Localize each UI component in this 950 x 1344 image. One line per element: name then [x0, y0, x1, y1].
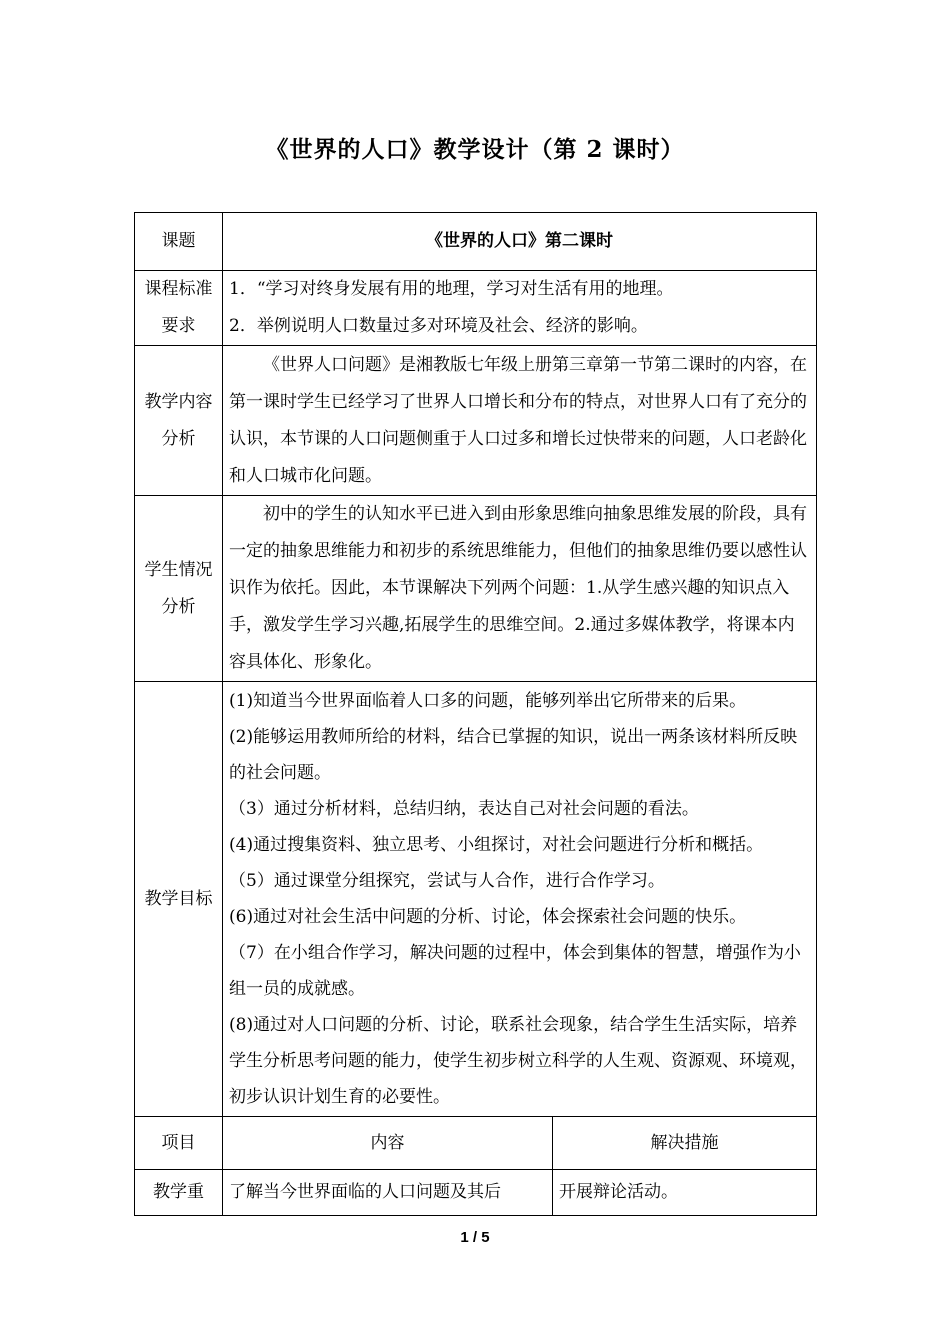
row-topic — [135, 213, 817, 271]
page-number: 1 / 5 — [460, 1229, 490, 1246]
standard-item: 1．“学习对终身发展有用的地理，学习对生活有用的地理。 — [229, 279, 674, 299]
objectives-cell — [223, 682, 817, 1117]
objective-item: (8)通过对人口问题的分析、讨论，联系社会现象，结合学生生活实际，培养学生分析思考问题的能力，使学生初步树立科学的人生观、资源观、环境观，初步认识计划生育的必要性。 — [229, 1015, 807, 1107]
key-content: 了解当今世界面临的人口问题及其后 — [223, 1170, 553, 1216]
objective-item: (2)能够运用教师所给的材料，结合已掌握的知识，说出一两条该材料所反映的社会问题。 — [229, 727, 798, 783]
standard-item: 2．举例说明人口数量过多对环境及社会、经济的影响。 — [229, 316, 648, 336]
label-student-analysis: 学生情况分析 — [135, 496, 223, 682]
key-item: 教学重 — [135, 1170, 223, 1216]
standards-cell — [223, 271, 817, 346]
objective-item: （5）通过课堂分组探究，尝试与人合作，进行合作学习。 — [229, 871, 665, 891]
content-analysis-text: 《世界人口问题》是湘教版七年级上册第三章第一节第二课时的内容，在第一课时学生已经学习了世界人口增长和分布的特点，对世界人口有了充分的认识，本节课的人口问题侧重于人口过多和增长过快带来的问题，人口老龄化和人口城市化问题。 — [223, 346, 817, 496]
row-student-analysis — [135, 496, 817, 682]
label-standards: 课程标准要求 — [135, 271, 223, 346]
row-objectives — [135, 682, 817, 1117]
row-content-analysis — [135, 346, 817, 496]
objective-item: (6)通过对社会生活中问题的分析、讨论，体会探索社会问题的快乐。 — [229, 907, 747, 927]
header-content: 内容 — [223, 1117, 553, 1170]
topic-value: 《世界的人口》第二课时 — [223, 213, 817, 271]
objective-item: (4)通过搜集资料、独立思考、小组探讨，对社会问题进行分析和概括。 — [229, 835, 764, 855]
header-item: 项目 — [135, 1117, 223, 1170]
row-standards — [135, 271, 817, 346]
label-topic: 课题 — [135, 213, 223, 271]
objective-item: (1)知道当今世界面临着人口多的问题，能够列举出它所带来的后果。 — [229, 691, 747, 711]
lesson-plan-table — [134, 212, 817, 1216]
header-measures: 解决措施 — [553, 1117, 817, 1170]
row-header — [135, 1117, 817, 1170]
objective-item: （3）通过分析材料，总结归纳，表达自己对社会问题的看法。 — [229, 799, 699, 819]
student-analysis-text: 初中的学生的认知水平已进入到由形象思维向抽象思维发展的阶段，具有一定的抽象思维能力和初步的系统思维能力，但他们的抽象思维仍要以感性认识作为依托。因此，本节课解决下列两个问题：1.从学生感兴趣的知识点入手，激发学生学习兴趣,拓展学生的思维空间。2.通过多媒体教学，将课本内容具体化、形象化。 — [223, 496, 817, 682]
key-measures: 开展辩论活动。 — [553, 1170, 817, 1216]
objective-item: （7）在小组合作学习，解决问题的过程中，体会到集体的智慧，增强作为小组一员的成就感。 — [229, 943, 801, 999]
label-objectives: 教学目标 — [135, 682, 223, 1117]
row-key-point — [135, 1170, 817, 1216]
label-content-analysis: 教学内容分析 — [135, 346, 223, 496]
document-title: 《世界的人口》教学设计（第 2 课时） — [265, 136, 685, 163]
